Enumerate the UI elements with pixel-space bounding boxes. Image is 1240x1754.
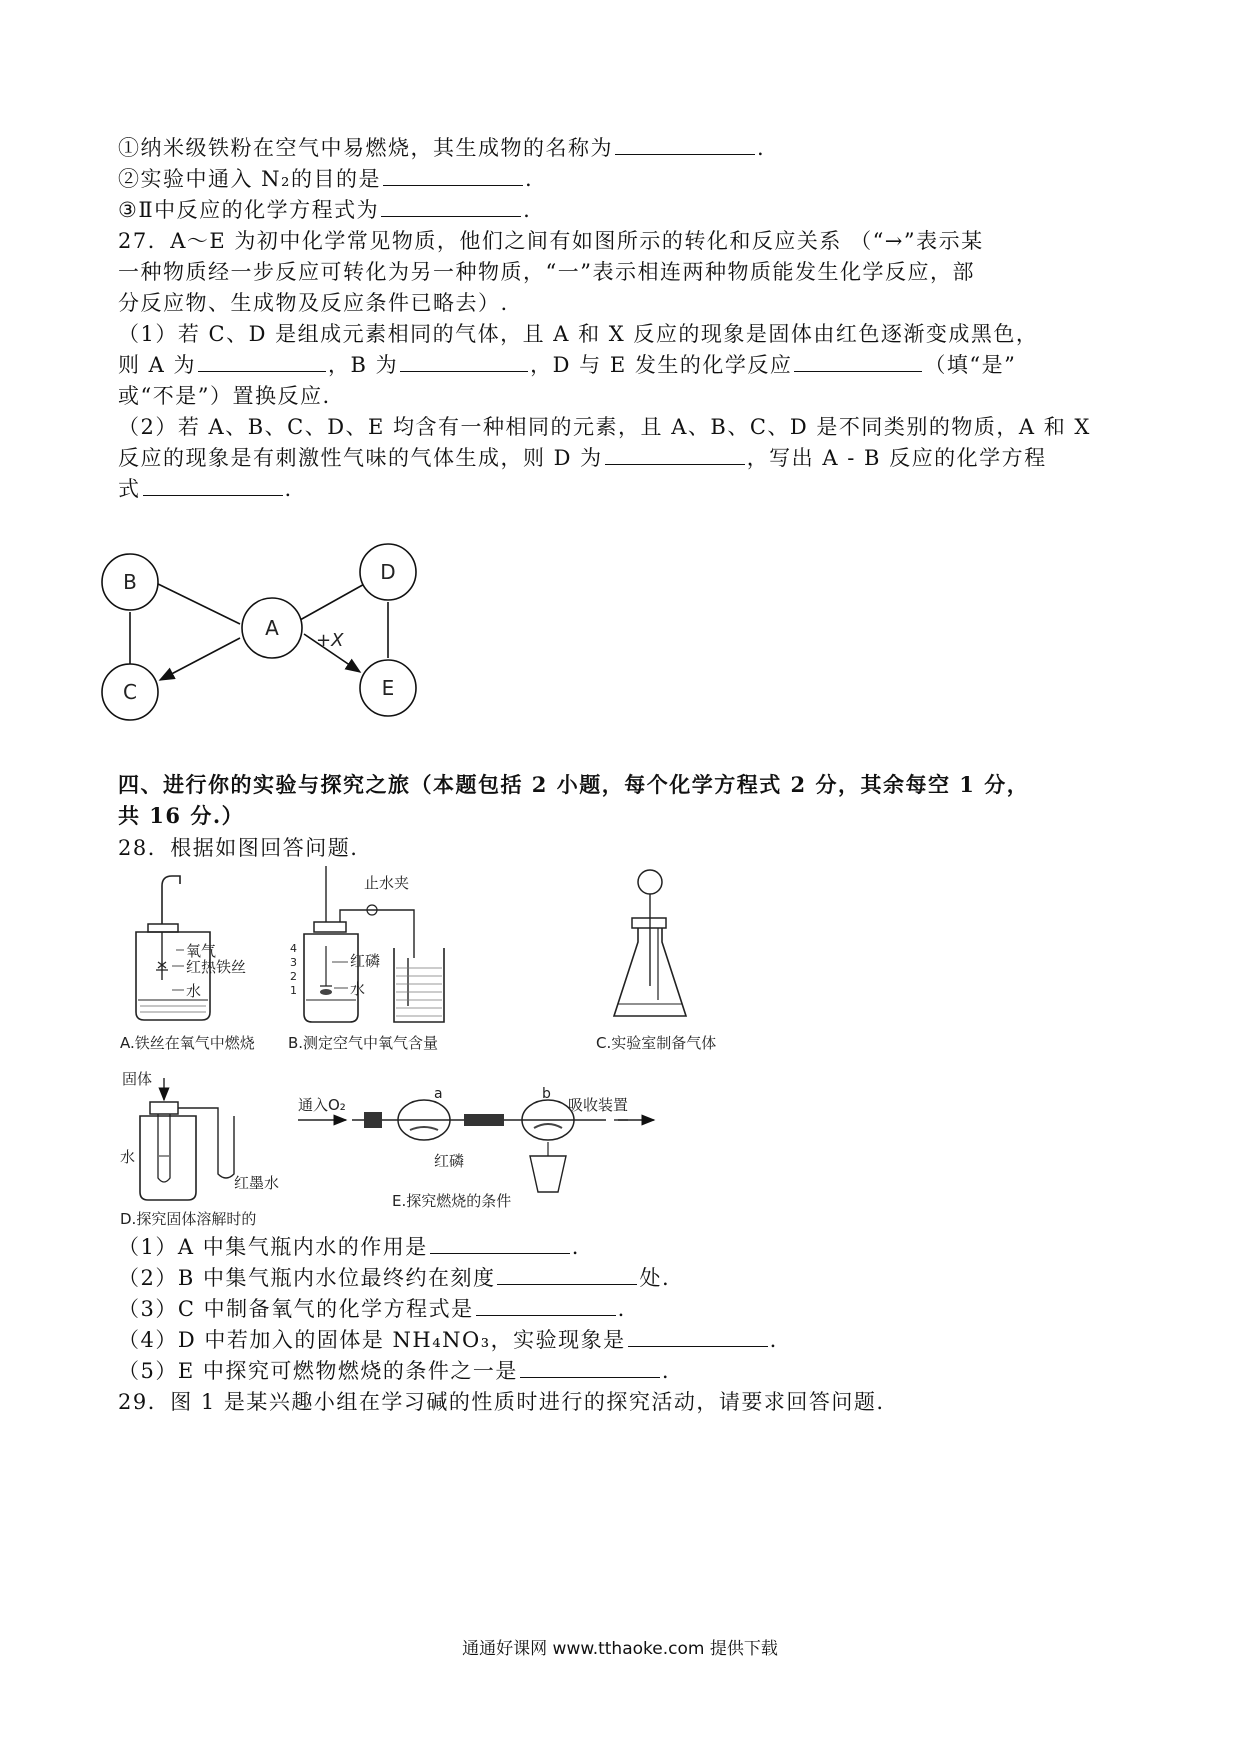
apparatus-e bbox=[298, 1086, 654, 1210]
q28-sub1: （1）A 中集气瓶内水的作用是 . bbox=[118, 1235, 580, 1259]
q27-relation-diagram bbox=[100, 540, 480, 730]
scale-3: 3 bbox=[290, 956, 297, 969]
answer-blank[interactable] bbox=[430, 1233, 570, 1254]
answer-blank[interactable] bbox=[615, 134, 755, 155]
label-oxygen-in: 通入O₂ bbox=[298, 1096, 346, 1114]
q26-line-2: ②实验中通入 N₂的目的是 . bbox=[118, 167, 534, 191]
q27-para-2: 一种物质经一步反应可转化为另一种物质，“一”表示相连两种物质能发生化学反应，部 bbox=[118, 260, 975, 284]
label-a: a bbox=[434, 1086, 443, 1102]
caption-c: C.实验室制备气体 bbox=[596, 1034, 717, 1052]
q27-sub1-line-3: 或“不是”）置换反应. bbox=[118, 384, 331, 408]
label-water-d: 水 bbox=[120, 1148, 136, 1166]
answer-blank[interactable] bbox=[605, 444, 745, 465]
section4-title-line-1: 四、进行你的实验与探究之旅（本题包括 2 小题，每个化学方程式 2 分，其余每空 1 分， bbox=[118, 772, 1030, 797]
caption-d-1: D.探究固体溶解时的 bbox=[120, 1210, 257, 1227]
answer-blank[interactable] bbox=[497, 1264, 637, 1285]
edge-a-d bbox=[300, 582, 368, 620]
label-water-clamp: 止水夹 bbox=[364, 874, 410, 892]
label-red-ink: 红墨水 bbox=[234, 1174, 280, 1192]
answer-blank[interactable] bbox=[794, 351, 922, 372]
answer-blank[interactable] bbox=[383, 165, 523, 186]
node-d-label: D bbox=[380, 560, 396, 584]
q28-sub4: （4）D 中若加入的固体是 NH₄NO₃，实验现象是 . bbox=[118, 1328, 778, 1352]
answer-blank[interactable] bbox=[476, 1295, 616, 1316]
label-red-phosphorus: 红磷 bbox=[350, 952, 381, 970]
label-water: 水 bbox=[186, 982, 202, 1000]
q29-intro: 29．图 1 是某兴趣小组在学习碱的性质时进行的探究活动，请要求回答问题. bbox=[118, 1390, 885, 1414]
answer-blank[interactable] bbox=[381, 196, 521, 217]
q27-para-3: 分反应物、生成物及反应条件已略去）. bbox=[118, 291, 509, 315]
label-b: b bbox=[542, 1086, 551, 1102]
answer-blank[interactable] bbox=[628, 1326, 768, 1347]
caption-b: B.测定空气中氧气含量 bbox=[288, 1034, 439, 1052]
q27-sub2-line-1: （2）若 A、B、C、D、E 均含有一种相同的元素，且 A、B、C、D 是不同类别的物质，A 和 X bbox=[118, 415, 1091, 439]
label-solid: 固体 bbox=[122, 1070, 153, 1088]
label-hot-iron-wire: 红热铁丝 bbox=[186, 958, 247, 976]
footer-watermark: 通通好课网 www.tthaoke.com 提供下载 bbox=[462, 1639, 778, 1659]
caption-a: A.铁丝在氧气中燃烧 bbox=[120, 1034, 255, 1052]
q27-para-1: 27．A～E 为初中化学常见物质，他们之间有如图所示的转化和反应关系 （“→”表示某 bbox=[118, 229, 984, 253]
apparatus-b bbox=[288, 866, 444, 1052]
q26-line-3: ③Ⅱ中反应的化学方程式为 . bbox=[118, 198, 532, 222]
scale-4: 4 bbox=[290, 942, 297, 955]
q28-intro: 28．根据如图回答问题. bbox=[118, 836, 359, 860]
apparatus-c bbox=[596, 870, 716, 1052]
label-water-b: 水 bbox=[350, 980, 366, 998]
node-b-label: B bbox=[123, 570, 137, 594]
q27-sub1-line-2: 则 A 为 ，B 为 ，D 与 E 发生的化学反应 （填“是” bbox=[118, 353, 1017, 377]
q28-sub3: （3）C 中制备氧气的化学方程式是 . bbox=[118, 1297, 626, 1321]
node-c-label: C bbox=[123, 680, 137, 704]
edge-label-x: +X bbox=[316, 630, 344, 651]
apparatus-a bbox=[120, 876, 255, 1052]
q28-apparatus-figure bbox=[118, 862, 738, 1227]
answer-blank[interactable] bbox=[520, 1357, 660, 1378]
q28-sub2: （2）B 中集气瓶内水位最终约在刻度 处. bbox=[118, 1266, 671, 1290]
edge-b-a bbox=[154, 582, 240, 624]
node-a-label: A bbox=[265, 616, 279, 640]
scale-2: 2 bbox=[290, 970, 297, 983]
node-e-label: E bbox=[381, 676, 395, 700]
q26-line-1: ①纳米级铁粉在空气中易燃烧，其生成物的名称为 . bbox=[118, 136, 766, 160]
scale-1: 1 bbox=[290, 984, 297, 997]
q27-sub1-line-1: （1）若 C、D 是组成元素相同的气体，且 A 和 X 反应的现象是固体由红色逐渐变成黑色， bbox=[118, 322, 1039, 346]
section4-title-line-2: 共 16 分.） bbox=[118, 803, 245, 828]
label-red-phosphorus-e: 红磷 bbox=[434, 1152, 465, 1170]
q27-sub2-line-3: 式 . bbox=[118, 477, 293, 501]
caption-e: E.探究燃烧的条件 bbox=[392, 1192, 512, 1210]
q27-sub2-line-2: 反应的现象是有刺激性气味的气体生成，则 D 为 ，写出 A - B 反应的化学方程 bbox=[118, 446, 1047, 470]
arrow-a-c bbox=[160, 638, 240, 680]
label-absorber: 吸收装置 bbox=[568, 1096, 629, 1114]
q28-sub5: （5）E 中探究可燃物燃烧的条件之一是 . bbox=[118, 1359, 671, 1383]
apparatus-d bbox=[120, 1070, 279, 1227]
answer-blank[interactable] bbox=[400, 351, 528, 372]
answer-blank[interactable] bbox=[143, 475, 283, 496]
answer-blank[interactable] bbox=[198, 351, 326, 372]
label-oxygen: 氧气 bbox=[186, 942, 217, 960]
